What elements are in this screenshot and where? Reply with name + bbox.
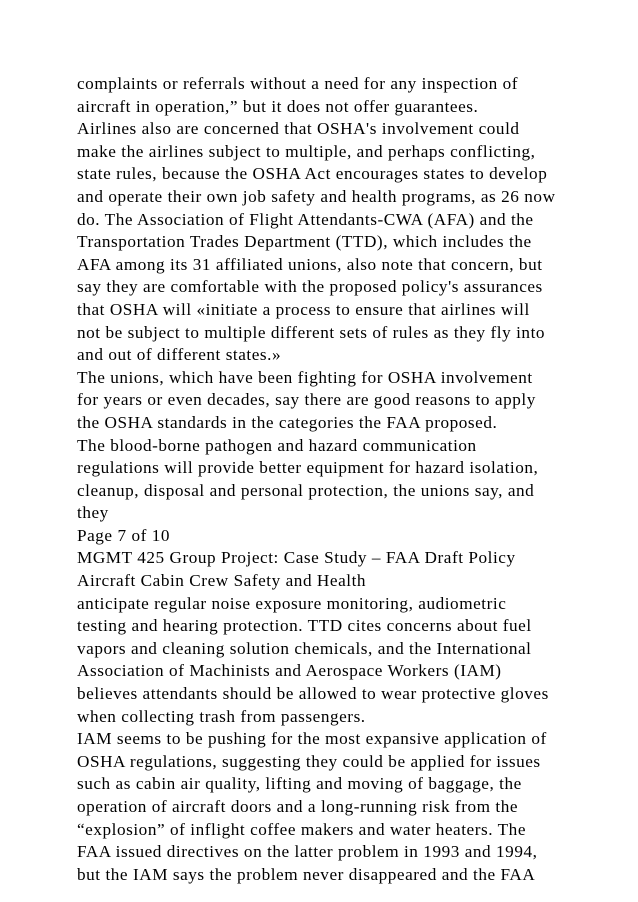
text-line: and out of different states.» [77,345,282,365]
text-line: complaints or referrals without a need for any inspection of [77,74,519,93]
text-line: and operate their own job safety and health programs, as 26 now [77,186,556,206]
text-line: when collecting trash from passengers. [77,706,366,726]
text-line: cleanup, disposal and personal protection, the unions say, and [77,480,535,500]
text-line: vapors and cleaning solution chemicals, and the International [77,638,532,658]
text-line: state rules, because the OSHA Act encourages states to develop [77,164,548,184]
running-header-title: Aircraft Cabin Crew Safety and Health [77,571,367,591]
document-body-text [77,73,637,886]
text-line: the OSHA standards in the categories the FAA proposed. [77,412,498,432]
text-line: OSHA regulations, suggesting they could be applied for issues [77,751,541,771]
text-line: that OSHA will «initiate a process to ensure that airlines will [77,299,530,319]
text-line: for years or even decades, say there are good reasons to apply [77,390,536,410]
text-line: but the IAM says the problem never disappeared and the FAA [77,864,536,884]
text-line: AFA among its 31 affiliated unions, also note that concern, but [77,254,543,274]
text-line: say they are comfortable with the proposed policy's assurances [77,277,543,297]
text-line: operation of aircraft doors and a long-running risk from the [77,797,519,816]
text-line: make the airlines subject to multiple, and perhaps conflicting, [77,141,536,161]
text-line: not be subject to multiple different sets of rules as they fly into [77,322,546,342]
text-line: Association of Machinists and Aerospace Workers (IAM) [77,661,502,681]
text-line: The unions, which have been fighting for OSHA involvement [77,367,533,387]
running-header-course: MGMT 425 Group Project: Case Study – FAA Draft Policy [77,548,516,568]
text-line: “explosion” of inflight coffee makers and water heaters. The [77,819,526,839]
text-line: testing and hearing protection. TTD cites concerns about fuel [77,616,532,636]
text-line: anticipate regular noise exposure monitoring, audiometric [77,593,507,613]
text-line: such as cabin air quality, lifting and moving of baggage, the [77,774,522,794]
page-number: Page 7 of 10 [77,525,170,545]
text-line: they [77,503,109,523]
text-line: Airlines also are concerned that OSHA's involvement could [77,119,520,139]
text-line: FAA issued directives on the latter problem in 1993 and 1994, [77,842,538,862]
text-line: believes attendants should be allowed to wear protective gloves [77,684,549,704]
text-line: regulations will provide better equipment for hazard isolation, [77,458,539,478]
text-line: IAM seems to be pushing for the most expansive application of [77,729,547,749]
text-line: Transportation Trades Department (TTD), which includes the [77,232,532,252]
text-line: do. The Association of Flight Attendants-CWA (AFA) and the [77,209,534,229]
text-line: aircraft in operation,” but it does not offer guarantees. [77,96,479,116]
text-line: The blood-borne pathogen and hazard communication [77,435,477,455]
